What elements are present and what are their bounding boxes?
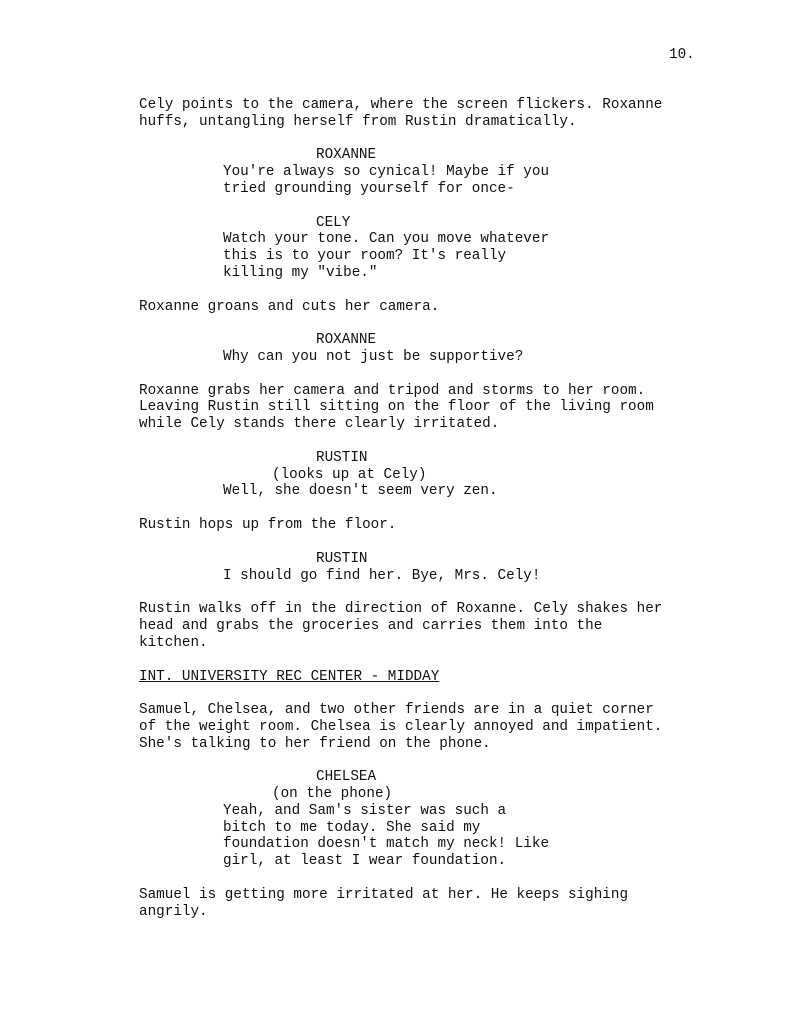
dialogue-line: bitch to me today. She said my — [223, 820, 481, 836]
action-line: Rustin hops up from the floor. — [139, 517, 397, 533]
character-name: CELY — [316, 215, 351, 231]
dialogue-line: girl, at least I wear foundation. — [223, 853, 507, 869]
dialogue-line: Why can you not just be supportive? — [223, 349, 524, 365]
action-line: Roxanne groans and cuts her camera. — [139, 299, 440, 315]
scene-heading: INT. UNIVERSITY REC CENTER - MIDDAY — [139, 669, 440, 685]
dialogue-line: I should go find her. Bye, Mrs. Cely! — [223, 568, 541, 584]
dialogue-line: You're always so cynical! Maybe if you — [223, 164, 550, 180]
character-name: RUSTIN — [316, 450, 368, 466]
dialogue-line: this is to your room? It's really — [223, 248, 507, 264]
dialogue-line: killing my "vibe." — [223, 265, 378, 281]
action-line: Samuel, Chelsea, and two other friends are in a quiet corner — [139, 702, 654, 718]
dialogue-line: Yeah, and Sam's sister was such a — [223, 803, 507, 819]
action-line: huffs, untangling herself from Rustin dramatically. — [139, 114, 577, 130]
action-line: Roxanne grabs her camera and tripod and storms to her room. — [139, 383, 646, 399]
action-line: head and grabs the groceries and carries them into the — [139, 618, 603, 634]
dialogue-line: Watch your tone. Can you move whatever — [223, 231, 550, 247]
action-line: Cely points to the camera, where the screen flickers. Roxanne — [139, 97, 663, 113]
action-line: She's talking to her friend on the phone. — [139, 736, 491, 752]
character-name: ROXANNE — [316, 332, 377, 348]
action-line: while Cely stands there clearly irritated. — [139, 416, 500, 432]
action-line: of the weight room. Chelsea is clearly annoyed and impatient. — [139, 719, 663, 735]
action-line: Rustin walks off in the direction of Roxanne. Cely shakes her — [139, 601, 663, 617]
dialogue-line: tried grounding yourself for once- — [223, 181, 515, 197]
parenthetical: (looks up at Cely) — [272, 467, 427, 483]
action-line: kitchen. — [139, 635, 208, 651]
parenthetical: (on the phone) — [272, 786, 393, 802]
action-line: Leaving Rustin still sitting on the floor of the living room — [139, 399, 654, 415]
character-name: CHELSEA — [316, 769, 377, 785]
dialogue-line: Well, she doesn't seem very zen. — [223, 483, 498, 499]
dialogue-line: foundation doesn't match my neck! Like — [223, 836, 550, 852]
action-line: Samuel is getting more irritated at her. He keeps sighing — [139, 887, 629, 903]
character-name: ROXANNE — [316, 147, 377, 163]
page-number: 10. — [669, 47, 695, 63]
character-name: RUSTIN — [316, 551, 368, 567]
action-line: angrily. — [139, 904, 208, 920]
